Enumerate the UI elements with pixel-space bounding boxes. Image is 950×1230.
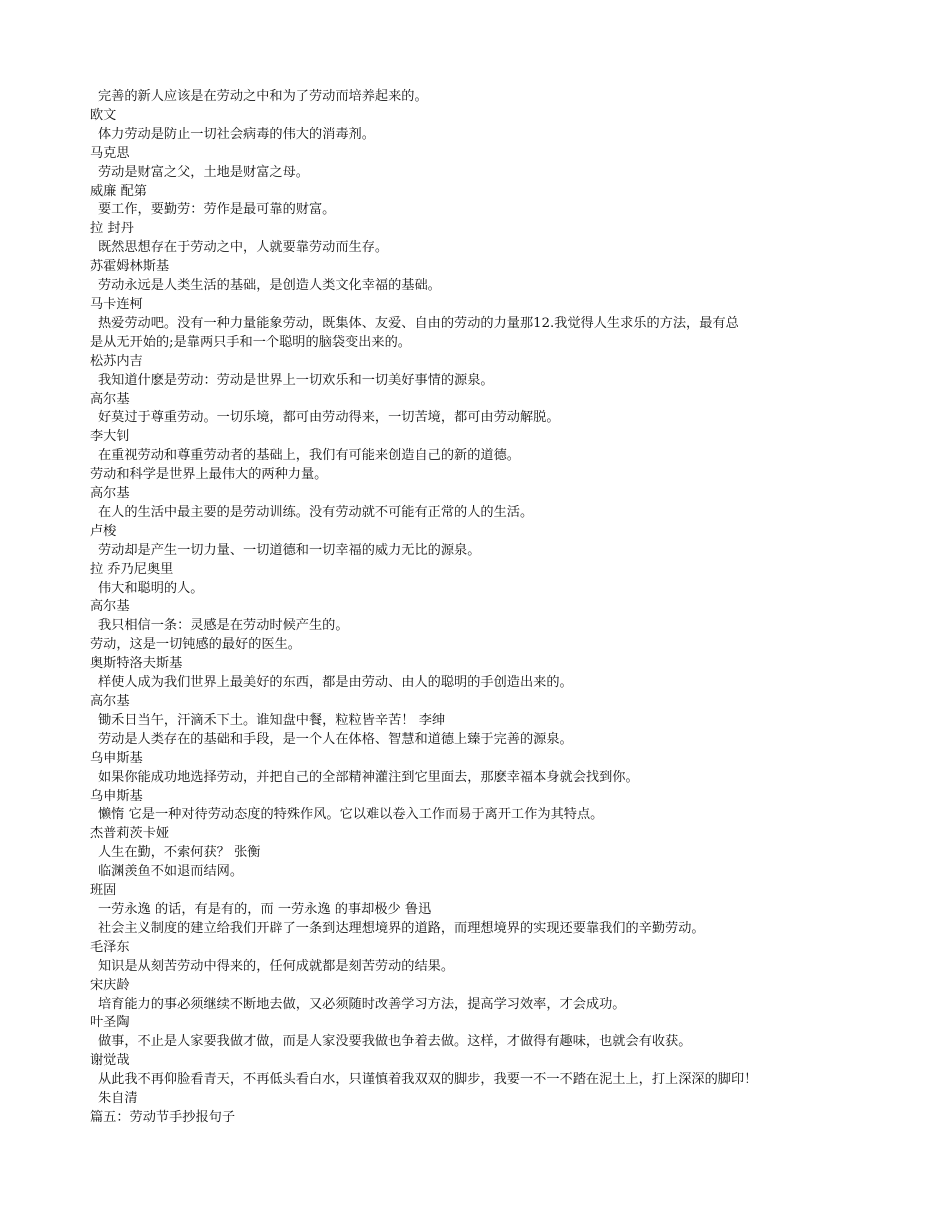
text-line-unindented: 马卡连柯 (90, 296, 143, 312)
text-line: 我知道什麽是劳动：劳动是世界上一切欢乐和一切美好事情的源泉。 (98, 372, 494, 388)
text-line: 伟大和聪明的人。 (98, 580, 204, 596)
text-line: 临渊羡鱼不如退而结网。 (98, 864, 244, 880)
text-line-unindented: 卢梭 (90, 523, 117, 539)
text-line: 知识是从刻苦劳动中得来的，任何成就都是刻苦劳动的结果。 (98, 958, 455, 974)
text-line: 体力劳动是防止一切社会病毒的伟大的消毒剂。 (98, 126, 375, 142)
text-line-unindented: 高尔基 (90, 486, 130, 502)
text-line-unindented: 劳动和科学是世界上最伟大的两种力量。 (90, 467, 328, 483)
text-line-unindented: 高尔基 (90, 694, 130, 709)
text-line-unindented: 乌申斯基 (90, 750, 143, 766)
text-line-unindented: 杰普莉茨卡娅 (90, 826, 170, 842)
text-line: 做事，不止是人家要我做才做，而是人家没要我做也争着去做。这样，才做得有趣味，也就会有收获。 (98, 1034, 692, 1050)
text-line: 从此我不再仰脸看青天，不再低头看白水，只谨慎着我双双的脚步，我要一不一不踏在泥土上，打上深深的脚印！ (98, 1072, 758, 1088)
text-line: 如果你能成功地选择劳动，并把自己的全部精神灌注到它里面去，那麽幸福本身就会找到你。 (98, 769, 639, 785)
document-body (90, 88, 880, 1128)
text-line-unindented: 奥斯特洛夫斯基 (90, 656, 183, 672)
text-line: 我只相信一条：灵感是在劳动时候产生的。 (98, 618, 349, 634)
text-line-unindented: 威廉 配第 (90, 183, 147, 199)
text-line: 劳动永远是人类生活的基础，是创造人类文化幸福的基础。 (98, 278, 441, 294)
text-line: 朱自清 (98, 1091, 138, 1107)
text-line: 懒惰 它是一种对待劳动态度的特殊作风。它以难以卷入工作而易于离开工作为其特点。 (98, 807, 604, 823)
text-line-unindented: 高尔基 (90, 599, 130, 615)
text-line: 完善的新人应该是在劳动之中和为了劳动而培养起来的。 (98, 89, 428, 104)
text-line-unindented: 欧文 (90, 107, 117, 123)
text-line: 锄禾日当午，汗滴禾下土。谁知盘中餐，粒粒皆辛苦！ 李绅 (98, 712, 446, 728)
text-line: 劳动是财富之父，土地是财富之母。 (98, 164, 309, 180)
text-line-unindented: 毛泽东 (90, 939, 130, 955)
text-line-unindented: 拉 乔乃尼奥里 (90, 561, 174, 577)
text-line-unindented: 马克思 (90, 145, 130, 161)
text-line-unindented: 苏霍姆林斯基 (90, 259, 170, 275)
text-line-unindented: 松苏内吉 (90, 353, 143, 369)
text-line-unindented: 是从无开始的;是靠两只手和一个聪明的脑袋变出来的。 (90, 334, 411, 350)
text-line: 在人的生活中最主要的是劳动训练。没有劳动就不可能有正常的人的生活。 (98, 504, 534, 520)
text-line-unindented: 篇五：劳动节手抄报句子 (90, 1109, 236, 1125)
text-line-unindented: 高尔基 (90, 391, 130, 407)
text-line: 既然思想存在于劳动之中，人就要靠劳动而生存。 (98, 240, 389, 256)
text-line: 社会主义制度的建立给我们开辟了一条到达理想境界的道路，而理想境界的实现还要靠我们的辛勤劳动。 (98, 920, 705, 936)
text-line: 好莫过于尊重劳动。一切乐境，都可由劳动得来，一切苦境，都可由劳动解脱。 (98, 410, 560, 426)
text-line: 人生在勤，不索何获？ 张衡 (98, 845, 261, 861)
text-line: 劳动却是产生一切力量、一切道德和一切幸福的威力无比的源泉。 (98, 542, 481, 558)
text-line-unindented: 李大钊 (90, 429, 130, 445)
text-line-unindented: 谢觉哉 (90, 1053, 130, 1069)
text-line: 在重视劳动和尊重劳动者的基础上，我们有可能来创造自己的新的道德。 (98, 448, 520, 464)
text-line-unindented: 乌申斯基 (90, 788, 143, 804)
text-line-unindented: 宋庆龄 (90, 977, 130, 993)
text-line: 一劳永逸 的话，有是有的，而 一劳永逸 的事却极少 鲁迅 (98, 901, 432, 917)
text-line: 要工作，要勤劳：劳作是最可靠的财富。 (98, 202, 336, 218)
text-line: 热爱劳动吧。没有一种力量能象劳动，既集体、友爱、自由的劳动的力量那12.我觉得人生求乐的方法，最有总 (98, 315, 739, 331)
text-line: 劳动是人类存在的基础和手段，是一个人在体格、智慧和道德上臻于完善的源泉。 (98, 731, 573, 747)
text-line-unindented: 班固 (90, 883, 117, 899)
text-line-unindented: 拉 封丹 (90, 221, 134, 237)
text-line-unindented: 叶圣陶 (90, 1015, 130, 1031)
text-line: 样使人成为我们世界上最美好的东西，都是由劳动、由人的聪明的手创造出来的。 (98, 675, 573, 691)
text-line: 培育能力的事必须继续不断地去做，又必须随时改善学习方法，提高学习效率，才会成功。 (98, 996, 626, 1012)
text-line-unindented: 劳动，这是一切钝感的最好的医生。 (90, 637, 301, 653)
